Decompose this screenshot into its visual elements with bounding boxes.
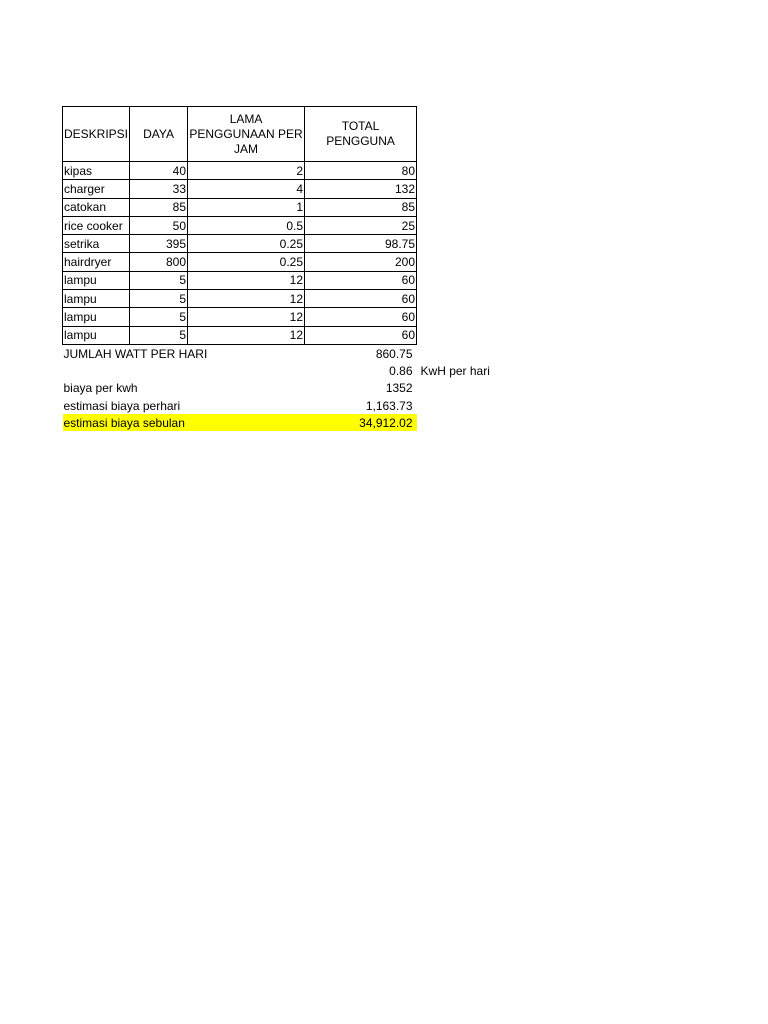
spreadsheet xyxy=(62,106,490,431)
cell-deskripsi[interactable]: rice cooker xyxy=(63,216,130,234)
header-daya[interactable]: DAYA xyxy=(130,107,188,162)
cell-daya[interactable]: 5 xyxy=(130,308,188,326)
cell-daya[interactable]: 40 xyxy=(130,162,188,180)
table-row xyxy=(63,253,417,271)
summary-row-jumlah xyxy=(63,344,417,362)
usage-table xyxy=(62,106,490,431)
cell-total[interactable]: 60 xyxy=(305,326,417,344)
header-total[interactable]: TOTAL PENGGUNA xyxy=(305,107,417,162)
summary-row-kwh xyxy=(63,362,417,379)
cell-daya[interactable]: 5 xyxy=(130,326,188,344)
jumlah-label[interactable]: JUMLAH WATT PER HARI xyxy=(63,346,208,361)
cell-total[interactable]: 85 xyxy=(305,198,417,216)
kwh-unit: KwH per hari xyxy=(420,364,490,379)
cell-total[interactable]: 60 xyxy=(305,290,417,308)
header-deskripsi[interactable]: DESKRIPSI xyxy=(63,107,130,162)
table-row xyxy=(63,326,417,344)
cell-total[interactable]: 200 xyxy=(305,253,417,271)
cell-deskripsi[interactable]: lampu xyxy=(63,290,130,308)
cell-total[interactable]: 60 xyxy=(305,308,417,326)
cell-lama[interactable]: 12 xyxy=(188,290,305,308)
sebulan-label[interactable]: estimasi biaya sebulan xyxy=(63,414,305,431)
cell-lama[interactable]: 4 xyxy=(188,180,305,198)
cell-deskripsi[interactable]: lampu xyxy=(63,308,130,326)
table-row xyxy=(63,162,417,180)
kwh-value: 0.86 xyxy=(389,363,413,378)
empty-cell[interactable] xyxy=(63,362,305,379)
cell-deskripsi[interactable]: hairdryer xyxy=(63,253,130,271)
cell-deskripsi[interactable]: setrika xyxy=(63,235,130,253)
summary-row-biaya-kwh xyxy=(63,380,417,397)
table-row xyxy=(63,198,417,216)
table-row xyxy=(63,308,417,326)
cell-total[interactable]: 25 xyxy=(305,216,417,234)
cell-daya[interactable]: 5 xyxy=(130,271,188,289)
table-row xyxy=(63,216,417,234)
table-row xyxy=(63,180,417,198)
cell-deskripsi[interactable]: lampu xyxy=(63,326,130,344)
header-row xyxy=(63,107,417,162)
cell-daya[interactable]: 33 xyxy=(130,180,188,198)
cell-daya[interactable]: 50 xyxy=(130,216,188,234)
cell-lama[interactable]: 2 xyxy=(188,162,305,180)
table-row xyxy=(63,290,417,308)
cell-daya[interactable]: 5 xyxy=(130,290,188,308)
table-body xyxy=(63,162,417,345)
cell-lama[interactable]: 0.25 xyxy=(188,253,305,271)
table-row xyxy=(63,235,417,253)
biaya-kwh-value[interactable]: 1352 xyxy=(385,381,413,396)
cell-total[interactable]: 98.75 xyxy=(305,235,417,253)
cell-total[interactable]: 80 xyxy=(305,162,417,180)
summary-row-perhari xyxy=(63,397,417,414)
biaya-kwh-label[interactable]: biaya per kwh xyxy=(63,381,138,396)
cell-deskripsi[interactable]: lampu xyxy=(63,271,130,289)
cell-lama[interactable]: 12 xyxy=(188,271,305,289)
cell-lama[interactable]: 12 xyxy=(188,308,305,326)
cell-lama[interactable]: 0.25 xyxy=(188,235,305,253)
cell-daya[interactable]: 85 xyxy=(130,198,188,216)
summary-section xyxy=(63,344,490,431)
summary-row-sebulan xyxy=(63,414,417,431)
perhari-label[interactable]: estimasi biaya perhari xyxy=(63,398,181,413)
cell-total[interactable]: 60 xyxy=(305,271,417,289)
jumlah-value[interactable]: 860.75 xyxy=(375,346,413,361)
cell-lama[interactable]: 0.5 xyxy=(188,216,305,234)
cell-lama[interactable]: 1 xyxy=(188,198,305,216)
cell-daya[interactable]: 800 xyxy=(130,253,188,271)
cell-deskripsi[interactable]: charger xyxy=(63,180,130,198)
perhari-value[interactable]: 1,163.73 xyxy=(365,398,413,413)
cell-total[interactable]: 132 xyxy=(305,180,417,198)
table-row xyxy=(63,271,417,289)
header-lama[interactable]: LAMA PENGGUNAAN PER JAM xyxy=(188,107,305,162)
cell-deskripsi[interactable]: catokan xyxy=(63,198,130,216)
cell-deskripsi[interactable]: kipas xyxy=(63,162,130,180)
cell-daya[interactable]: 395 xyxy=(130,235,188,253)
kwh-value-cell[interactable] xyxy=(305,362,490,379)
sebulan-value[interactable]: 34,912.02 xyxy=(305,414,417,431)
cell-lama[interactable]: 12 xyxy=(188,326,305,344)
